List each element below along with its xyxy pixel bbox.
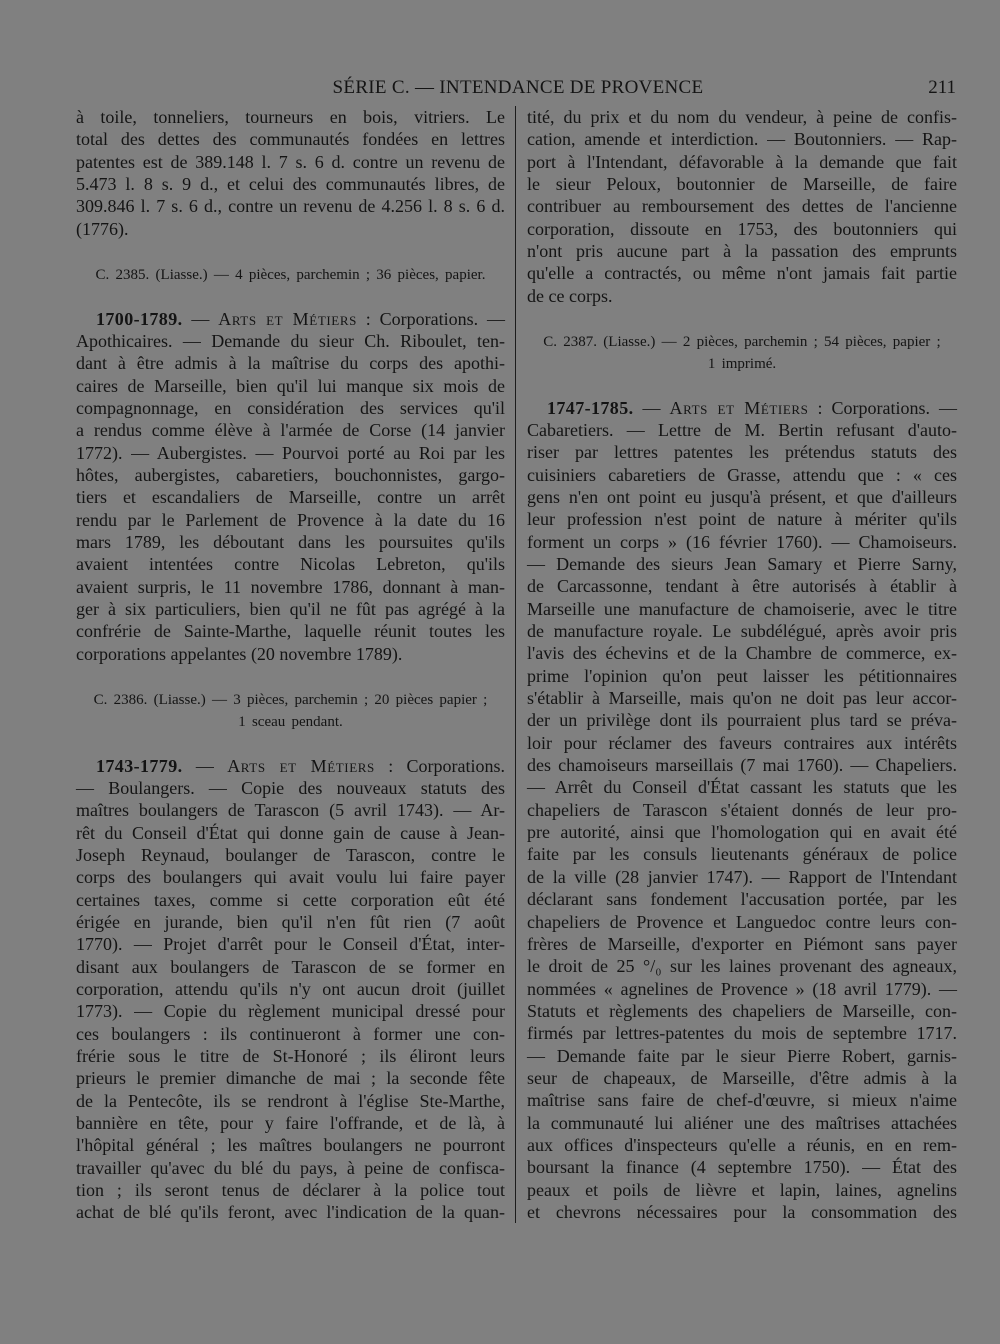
entry-paragraph — [76, 755, 505, 1224]
text-line: dant à être admis à la maîtrise du corps des apothi- — [76, 353, 505, 374]
heading-dash: — — [195, 755, 214, 776]
left-column — [76, 106, 505, 1224]
text-line: travailler qu'avec du blé du pays, à peine de confisca- — [76, 1157, 505, 1178]
text-line: le sieur Peloux, boutonnier de Marseille, de faire — [527, 174, 957, 195]
text-line: certaines taxes, comme si cette corporation eût été — [76, 889, 505, 910]
catalog-line: 1 imprimé. — [707, 356, 777, 373]
text-line: Apothicaires. — Demande du sieur Ch. Riboulet, ten- — [76, 330, 505, 351]
text-line: l'hôpital général ; les maîtres boulangers ne pourront — [76, 1135, 505, 1156]
text-line: de la ville (28 janvier 1747). — Rapport de l'Intendant — [527, 866, 957, 887]
text-line: rendu par le Parlement de Provence à la date du 16 — [76, 509, 505, 530]
entry-rubric: Arts et Métiers — [218, 308, 357, 329]
text-line: chapeliers de Provence et Languedoc contre leurs con- — [527, 911, 957, 932]
text-line: forment un corps » (16 février 1760). — Chamoiseurs. — [527, 531, 957, 552]
catalog-line: C. 2385. (Liasse.) — 4 pièces, parchemin ; 36 pièces, papier. — [95, 267, 486, 284]
text-line: — Arrêt du Conseil d'État cassant les statuts que les — [527, 777, 957, 798]
text-line: de ce corps. — [527, 285, 613, 306]
text-line: (1776). — [76, 218, 129, 239]
heading-dash: — — [642, 397, 661, 418]
text-line: Cabaretiers. — Lettre de M. Bertin refusant d'auto- — [527, 419, 957, 440]
text-line: corporations appelantes (20 novembre 1789). — [76, 643, 403, 664]
text-line: leur profession n'est point de nature à mériter qu'ils — [527, 509, 957, 530]
text-line: aux offices d'inspecteurs qu'elle a réunis, en en rem- — [527, 1134, 957, 1155]
text-line: qu'elle a contractés, ou même n'ont jamais fait partie — [527, 263, 957, 284]
text-line: de manufacture royale. Le subdélégué, après avoir pris — [527, 621, 957, 642]
entry-heading-line — [527, 397, 957, 419]
text-line: maîtres boulangers de Tarascon (5 avril 1743). — Ar- — [76, 800, 505, 821]
text-line: prime l'opinion qu'on peut laisser les pétitionnaires — [527, 665, 957, 686]
text-line: gens n'en ont point eu jusqu'à présent, et que d'ailleurs — [527, 486, 957, 507]
text-line: Joseph Reynaud, boulanger de Tarascon, contre le — [76, 844, 505, 865]
text-line: maîtrise sans faire de chef-d'œuvre, si mieux n'aime — [527, 1090, 957, 1111]
entry-heading-line — [76, 308, 505, 330]
text-line: confrérie de Sainte-Marthe, laquelle réunit toutes les — [76, 621, 505, 642]
text-line: corporation, attendu qu'ils n'y ont aucun droit (juillet — [76, 979, 505, 999]
entry-paragraph — [76, 308, 505, 666]
text-line: nommées « agnelines de Provence » (18 avril 1779). — — [527, 978, 957, 999]
text-line: a rendus comme élève à l'armée de Corse (14 janvier — [76, 420, 505, 441]
text-line: de Carcassonne, tendant à être autorisés à établir à — [527, 576, 957, 597]
text-line: bannière en tête, pour y faire l'offrande, et de là, à — [76, 1113, 505, 1134]
text-line: avaient surpris, le 11 novembre 1786, donnant à man- — [76, 576, 505, 597]
text-line: pre autorité, ainsi que l'homologation qui en avait été — [527, 822, 957, 843]
text-line: compagnonnage, en considération des services qu'il — [76, 397, 505, 418]
catalog-line: 1 sceau pendant. — [238, 714, 343, 731]
text-line: de la Pentecôte, ils se rendront à l'église Ste-Marthe, — [76, 1090, 505, 1111]
text-line: le droit de 25 °/₀ sur les laines provenant des agneaux, — [527, 956, 957, 977]
text-line: corporation, dissoute en 1753, des boutonniers qui — [527, 218, 957, 239]
text-line: achat de blé qu'ils feront, avec l'indication de la quan- — [76, 1202, 505, 1223]
text-line: peaux et poils de lièvre et lapin, laines, agnelins — [527, 1179, 957, 1200]
entry-date: 1700-1789. — [96, 308, 183, 329]
text-line: Marseille une manufacture de chamoiserie, avec le titre — [527, 598, 957, 619]
entry-date: 1743-1779. — [96, 755, 183, 776]
text-line: — Demande des sieurs Jean Samary et Pierre Sarny, — [527, 554, 957, 574]
text-line: 309.846 l. 7 s. 6 d., contre un revenu de 4.256 l. 8 s. 6 d. — [76, 196, 505, 217]
text-line: contribuer au remboursement des dettes de l'ancienne — [527, 196, 957, 217]
text-line: frérie sous le titre de St-Honoré ; ils éliront leurs — [76, 1046, 505, 1067]
text-line: érigée en jurande, bien qu'il n'en fût rien (7 août — [76, 911, 505, 932]
running-header-title: SÉRIE C. — INTENDANCE DE PROVENCE — [332, 77, 704, 98]
text-line: n'ont pris aucune part à la passation des emprunts — [527, 241, 957, 262]
entry-date: 1747-1785. — [547, 397, 634, 418]
page-number: 211 — [928, 77, 956, 98]
text-line: 1772). — Aubergistes. — Pourvoi porté au Roi par les — [76, 442, 505, 463]
text-line: et chevrons nécessaires pour la consommation des — [527, 1201, 957, 1222]
text-line: frères de Marseille, d'exporter en Piémont sans payer — [527, 933, 957, 954]
text-line: corps des boulangers qui avait voulu lui faire payer — [76, 867, 505, 888]
entry-paragraph — [527, 397, 957, 1224]
text-line: 1773). — Copie du règlement municipal dressé pour — [76, 1001, 505, 1022]
text-line: caires de Marseille, bien qu'il lui manque six mois de — [76, 375, 505, 396]
catalog-line: C. 2387. (Liasse.) — 2 pièces, parchemin ; 54 pièces, papier ; — [543, 334, 941, 351]
text-line: tiers et escandaliers de Marseille, contre un arrêt — [76, 487, 505, 508]
text-line: — Boulangers. — Copie des nouveaux statuts des — [76, 777, 505, 798]
text-line: des chamoiseurs marseillais (7 mai 1760). — Chapeliers. — [527, 755, 957, 776]
text-line: avaient intentées contre Nicolas Lebreton, qu'ils — [76, 554, 505, 575]
text-line: cuisiniers cabaretiers de Grasse, attendu que : « ces — [527, 464, 957, 485]
text-line: total des dettes des communautés fondées en lettres — [76, 129, 505, 150]
text-line: boursant la finance (4 septembre 1750). — État des — [527, 1157, 957, 1178]
catalog-reference — [76, 264, 505, 286]
text-line: patentes est de 389.148 l. 7 s. 6 d. contre un revenu de — [76, 151, 505, 172]
right-column — [527, 106, 957, 1223]
text-line: hôtes, aubergistes, cabaretiers, bouchonnistes, gargo- — [76, 464, 505, 485]
text-line: 5.473 l. 8 s. 9 d., et celui des communautés libres, de — [76, 174, 505, 195]
heading-subject: : Corporations. — [388, 755, 506, 776]
entry-paragraph — [76, 106, 505, 240]
text-line: faite par les consuls lieutenants généraux de police — [527, 844, 957, 865]
text-line: à toile, tonneliers, tourneurs en bois, vitriers. Le — [76, 107, 505, 127]
text-line: la communauté lui aliéner une des maîtrises attachées — [527, 1112, 957, 1133]
text-line: seur de chapeaux, de Marseille, d'être admis à la — [527, 1067, 957, 1088]
text-line: der un privilège dont ils pourraient plus tard se préva- — [527, 710, 957, 731]
text-line: port à l'Intendant, défavorable à la demande que fait — [527, 151, 957, 172]
entry-rubric: Arts et Métiers — [227, 755, 375, 776]
text-line: ces boulangers : ils continueront à former une con- — [76, 1023, 505, 1044]
heading-subject: : Corporations. — — [365, 308, 506, 329]
text-line: mars 1789, les déboutant dans les poursuites qu'ils — [76, 532, 505, 552]
entry-rubric: Arts et Métiers — [669, 397, 809, 418]
text-line: cation, amende et interdiction. — Boutonniers. — Rap- — [527, 129, 957, 150]
entry-heading-line — [76, 755, 505, 777]
text-line: rêt du Conseil d'État qui donne gain de cause à Jean- — [76, 822, 505, 843]
text-line: Statuts et règlements des chapeliers de Marseille, con- — [527, 1000, 957, 1021]
text-line: tité, du prix et du nom du vendeur, à peine de confis- — [527, 107, 957, 127]
catalog-line: C. 2386. (Liasse.) — 3 pièces, parchemin ; 20 pièces papier ; — [93, 692, 488, 709]
heading-dash: — — [191, 308, 210, 329]
text-line: l'avis des échevins et de la Chambre de commerce, ex- — [527, 643, 957, 664]
text-line: chapeliers de Tarascon s'étaient donnés de leur pro- — [527, 799, 957, 820]
text-line: — Demande faite par le sieur Pierre Robert, garnis- — [527, 1045, 957, 1066]
text-line: disant aux boulangers de Tarascon de se former en — [76, 956, 505, 977]
text-line: tion ; ils seront tenus de déclarer à la police tout — [76, 1180, 505, 1201]
text-line: riser par lettres patentes les prétendus statuts des — [527, 442, 957, 463]
text-line: déclarant sans fondement l'accusation portée, par les — [527, 889, 957, 910]
catalog-reference — [527, 331, 957, 375]
text-line: s'établir à Marseille, mais qu'on ne doit pas leur accor- — [527, 688, 957, 709]
text-line: prieurs le premier dimanche de mai ; la seconde fête — [76, 1068, 505, 1089]
text-line: loir pour réclamer des faveurs contraires aux intérêts — [527, 732, 957, 753]
heading-subject: : Corporations. — — [817, 397, 957, 418]
text-line: 1770). — Projet d'arrêt pour le Conseil d'État, inter- — [76, 934, 505, 955]
entry-paragraph — [527, 106, 957, 307]
column-divider — [515, 106, 516, 1223]
catalog-reference — [76, 689, 505, 733]
text-line: firmés par lettres-patentes du mois de septembre 1717. — [527, 1023, 957, 1044]
text-line: ger à six particuliers, bien qu'il ne fût pas agrégé à la — [76, 599, 505, 620]
